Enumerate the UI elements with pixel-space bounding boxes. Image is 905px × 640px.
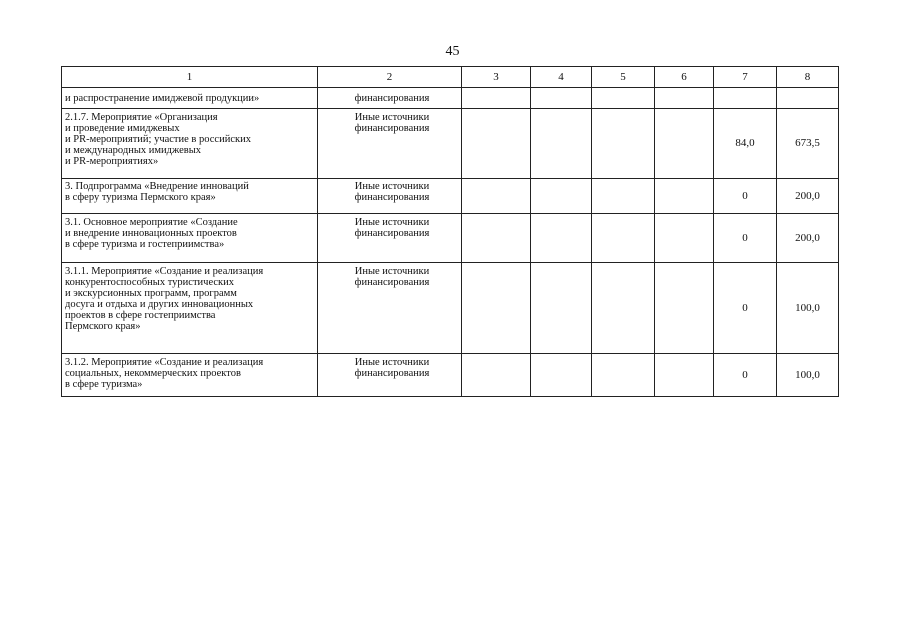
activity-name-cell (62, 354, 318, 397)
funding-source-cell (318, 179, 462, 214)
activity-name: 3. Подпрограмма «Внедрение инноваций в сферу туризма Пермского края» (65, 181, 249, 203)
col-4-value (531, 354, 592, 397)
funding-source-cell (318, 109, 462, 179)
activity-name-cell (62, 179, 318, 214)
activity-name-cell (62, 214, 318, 263)
activity-name-cell (62, 88, 318, 109)
col-4-value (531, 109, 592, 179)
funding-source: Иные источники финансирования (354, 357, 430, 379)
col-3-value (462, 214, 531, 263)
col-6-value (655, 263, 714, 354)
activity-name: 3.1. Основное мероприятие «Создание и внедрение инновационных проектов в сфере туризма и гостеприимства» (65, 217, 238, 250)
col-8-value: 673,5 (777, 109, 839, 179)
funding-source-cell (318, 88, 462, 109)
col-3-value (462, 88, 531, 109)
funding-source: Иные источники финансирования (354, 112, 430, 134)
col-3-value (462, 263, 531, 354)
col-6-value (655, 354, 714, 397)
activity-name: 3.1.2. Мероприятие «Создание и реализация социальных, некоммерческих проектов в сфере туризма» (65, 357, 264, 390)
col-5-value (592, 179, 655, 214)
table-row (62, 109, 839, 179)
table-row (62, 88, 839, 109)
activity-name-cell (62, 263, 318, 354)
col-4-value (531, 88, 592, 109)
col-7-value: 0 (714, 263, 777, 354)
header-col-5: 5 (592, 67, 655, 88)
funding-source-cell (318, 214, 462, 263)
col-7-value (714, 88, 777, 109)
activity-name: 2.1.7. Мероприятие «Организация и проведение имиджевых и PR-мероприятий; участие в российских и международных имиджевых и PR-мероприятиях» (65, 112, 251, 167)
table-row (62, 354, 839, 397)
col-8-value: 100,0 (777, 354, 839, 397)
col-3-value (462, 109, 531, 179)
col-3-value (462, 354, 531, 397)
funding-source: Иные источники финансирования (354, 181, 430, 203)
col-7-value: 0 (714, 354, 777, 397)
table-row (62, 214, 839, 263)
activity-name-cell (62, 109, 318, 179)
activity-name: и распространение имиджевой продукции» (65, 92, 260, 104)
col-7-value: 0 (714, 214, 777, 263)
col-7-value: 0 (714, 179, 777, 214)
col-8-value: 200,0 (777, 179, 839, 214)
table-row (62, 179, 839, 214)
col-3-value (462, 179, 531, 214)
col-6-value (655, 88, 714, 109)
col-8-value (777, 88, 839, 109)
activity-name: 3.1.1. Мероприятие «Создание и реализация конкурентоспособных туристических и экскурсионных программ, программ досуга и отдыха и других инновационных проектов в сфере гостеприимства Пермского края» (65, 266, 264, 332)
col-7-value: 84,0 (714, 109, 777, 179)
col-6-value (655, 179, 714, 214)
col-5-value (592, 214, 655, 263)
funding-source-cell (318, 354, 462, 397)
budget-table (61, 66, 839, 397)
funding-source: Иные источники финансирования (354, 266, 430, 288)
header-col-4: 4 (531, 67, 592, 88)
col-6-value (655, 214, 714, 263)
col-5-value (592, 354, 655, 397)
page-number: 45 (445, 44, 460, 59)
header-col-7: 7 (714, 67, 777, 88)
header-row (62, 67, 839, 88)
header-col-2: 2 (318, 67, 462, 88)
col-5-value (592, 88, 655, 109)
col-5-value (592, 263, 655, 354)
col-6-value (655, 109, 714, 179)
table-row (62, 263, 839, 354)
col-8-value: 200,0 (777, 214, 839, 263)
col-5-value (592, 109, 655, 179)
header-col-6: 6 (655, 67, 714, 88)
funding-source-cell (318, 263, 462, 354)
col-4-value (531, 179, 592, 214)
header-col-8: 8 (777, 67, 839, 88)
funding-source: Иные источники финансирования (354, 217, 430, 239)
col-4-value (531, 263, 592, 354)
header-col-3: 3 (462, 67, 531, 88)
col-4-value (531, 214, 592, 263)
funding-source: финансирования (354, 92, 430, 104)
col-8-value: 100,0 (777, 263, 839, 354)
header-col-1: 1 (62, 67, 318, 88)
